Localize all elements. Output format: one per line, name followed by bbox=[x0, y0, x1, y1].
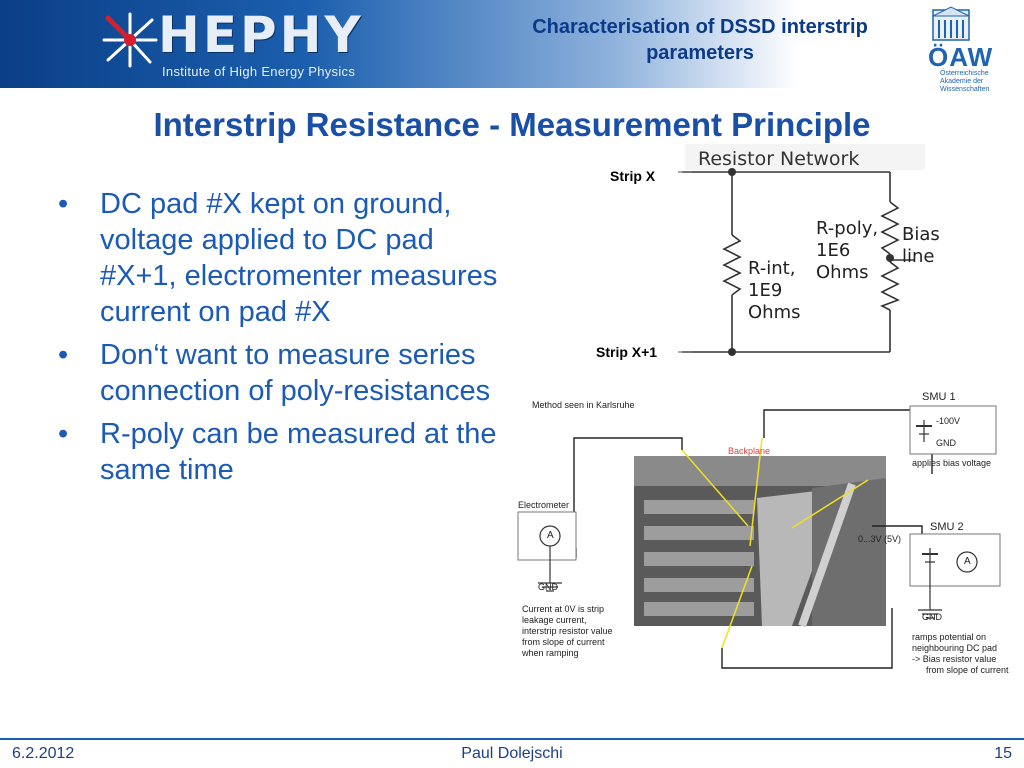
bullet-text: R-poly can be measured at the same time bbox=[100, 418, 497, 486]
r-int-value: 1E9 bbox=[748, 280, 783, 301]
network-title: Resistor Network bbox=[698, 148, 860, 170]
r-poly-label bbox=[816, 218, 878, 284]
leak-note-line: Current at 0V is strip bbox=[522, 604, 605, 614]
smu2-label: SMU 2 bbox=[930, 521, 964, 533]
smu1-note: applies bias voltage bbox=[912, 458, 992, 468]
bullet-icon: • bbox=[58, 188, 69, 220]
bullet-icon: • bbox=[58, 339, 69, 371]
ramp-note-line: ramps potential on bbox=[912, 632, 987, 642]
ramp-note-line: neighbouring DC pad bbox=[912, 643, 998, 653]
leak-note-line: from slope of current bbox=[522, 637, 605, 647]
line-word: line bbox=[902, 246, 935, 267]
smu2-range: 0...3V (5V) bbox=[858, 534, 902, 544]
leak-note-line: interstrip resistor value bbox=[522, 626, 613, 636]
footer bbox=[0, 738, 1024, 768]
r-poly-unit: Ohms bbox=[816, 262, 869, 283]
resistor-network-diagram bbox=[590, 140, 940, 370]
logo-wordmark: HEPHY bbox=[158, 6, 364, 64]
method-label: Method seen in Karlsruhe bbox=[532, 400, 635, 410]
backplane-label: Backplane bbox=[728, 446, 771, 456]
logo-subtitle: Institute of High Energy Physics bbox=[162, 64, 356, 79]
bias-line-label bbox=[902, 224, 940, 268]
r-poly-value: 1E6 bbox=[816, 240, 851, 261]
page-number: 15 bbox=[994, 745, 1012, 762]
strip-x-label: Strip X bbox=[610, 168, 656, 184]
r-int-name: R-int, bbox=[748, 258, 796, 279]
electrometer-meter-icon: A bbox=[547, 530, 554, 541]
building-icon bbox=[931, 6, 971, 42]
ramp-note-line: from slope of current bbox=[926, 665, 1009, 675]
smu1-label: SMU 1 bbox=[922, 391, 956, 403]
measurement-setup-diagram bbox=[512, 388, 1020, 688]
leak-note-line: leakage current, bbox=[522, 615, 587, 625]
bullet-list bbox=[58, 186, 498, 495]
starburst-icon bbox=[100, 10, 160, 70]
hephy-logo bbox=[100, 6, 400, 82]
bias-word: Bias bbox=[902, 224, 940, 245]
footer-date: 6.2.2012 bbox=[12, 745, 75, 762]
oaw-subtitle: Österreichische Akademie der Wissenschaften bbox=[940, 70, 990, 93]
electrometer-label: Electrometer bbox=[518, 500, 570, 510]
leak-note-line: when ramping bbox=[522, 648, 579, 658]
smu2-gnd: GND bbox=[922, 612, 942, 622]
bullet-item bbox=[58, 337, 498, 409]
slide-title: Interstrip Resistance - Measurement Principle bbox=[153, 106, 871, 143]
bullet-item bbox=[58, 186, 498, 330]
ramp-note bbox=[912, 632, 1009, 676]
ramp-note-line: -> Bias resistor value bbox=[912, 654, 997, 664]
smu1-gnd: GND bbox=[936, 438, 956, 448]
oaw-wordmark: ÖAW bbox=[928, 42, 994, 72]
smu1-voltage: -100V bbox=[936, 416, 961, 426]
footer-divider bbox=[0, 738, 1024, 740]
bullet-item bbox=[58, 416, 498, 488]
presentation-title: Characterisation of DSSD interstrip parameters bbox=[532, 16, 868, 64]
electrometer-gnd: GND bbox=[538, 582, 558, 592]
footer-author: Paul Dolejschi bbox=[461, 745, 563, 762]
r-int-unit: Ohms bbox=[748, 302, 801, 323]
leakage-note bbox=[522, 604, 613, 659]
smu2-meter-icon: A bbox=[964, 556, 971, 567]
header-band bbox=[0, 0, 1024, 93]
r-int-label bbox=[748, 258, 801, 324]
strip-x1-label: Strip X+1 bbox=[596, 344, 658, 360]
bullet-text: Don‘t want to measure series connection of poly-resistances bbox=[100, 339, 491, 407]
bullet-text: DC pad #X kept on ground, voltage applied to DC pad #X+1, electromenter measures current on pad #X bbox=[100, 188, 498, 328]
bullet-icon: • bbox=[58, 418, 69, 450]
r-poly-name: R-poly, bbox=[816, 218, 879, 239]
